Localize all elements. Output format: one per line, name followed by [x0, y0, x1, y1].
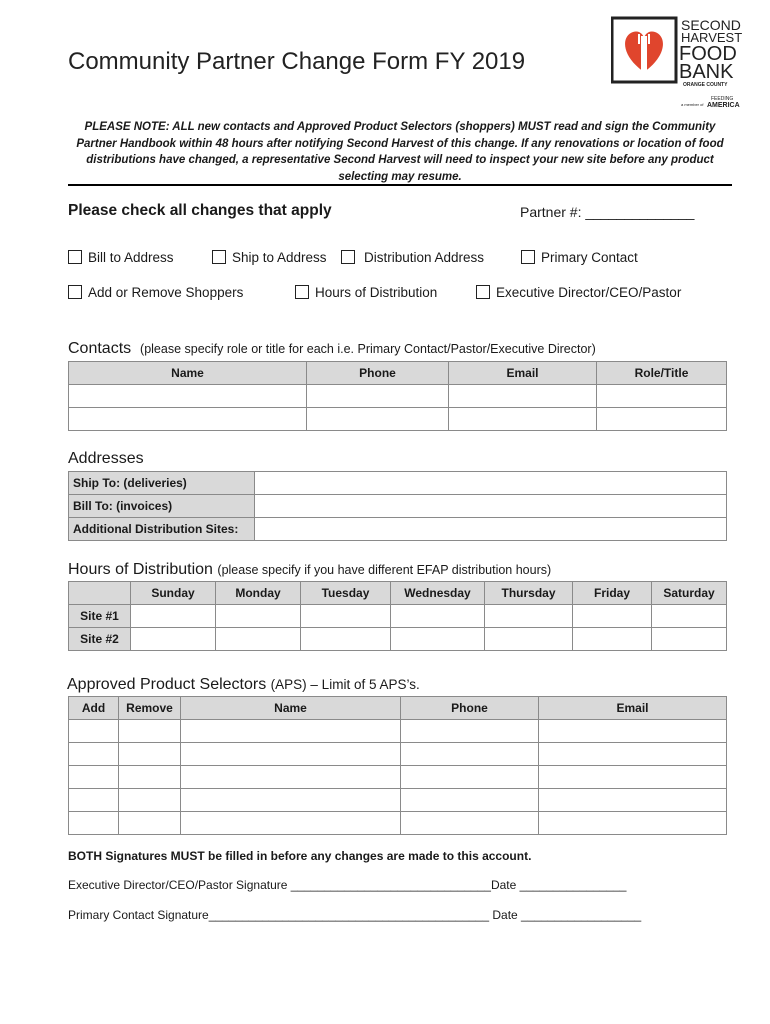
checkbox-add-remove-shoppers[interactable]: Add or Remove Shoppers — [68, 285, 243, 300]
checkbox-bill-to-address[interactable]: Bill to Address — [68, 250, 174, 265]
table-row — [69, 385, 727, 408]
column-header: Sunday — [131, 582, 216, 605]
addresses-table — [68, 471, 727, 541]
row-label: Site #2 — [69, 628, 131, 651]
svg-text:FEEDING: FEEDING — [711, 96, 734, 102]
table-cell[interactable] — [131, 605, 216, 628]
row-label: Additional Distribution Sites: — [69, 518, 255, 541]
svg-text:AMERICA: AMERICA — [707, 102, 740, 109]
table-cell[interactable] — [181, 766, 401, 789]
table-cell[interactable] — [119, 720, 181, 743]
table-cell[interactable] — [131, 628, 216, 651]
column-header: Name — [69, 362, 307, 385]
table-cell[interactable] — [449, 385, 597, 408]
row-label: Site #1 — [69, 605, 131, 628]
table-cell[interactable] — [539, 720, 727, 743]
column-header: Email — [539, 697, 727, 720]
column-header: Tuesday — [301, 582, 391, 605]
changes-heading: Please check all changes that apply — [68, 202, 332, 219]
table-cell[interactable] — [307, 385, 449, 408]
table-cell[interactable] — [391, 628, 485, 651]
column-header: Add — [69, 697, 119, 720]
table-cell[interactable] — [255, 495, 727, 518]
table-cell[interactable] — [181, 812, 401, 835]
table-cell[interactable] — [597, 385, 727, 408]
row-label: Bill To: (invoices) — [69, 495, 255, 518]
column-header: Role/Title — [597, 362, 727, 385]
checkbox-hours-of-distribution[interactable]: Hours of Distribution — [295, 285, 437, 300]
column-header: Name — [181, 697, 401, 720]
table-cell[interactable] — [573, 605, 652, 628]
checkbox-distribution-address[interactable]: Distribution Address — [341, 250, 484, 265]
column-header: Email — [449, 362, 597, 385]
table-row — [69, 495, 727, 518]
table-row — [69, 605, 727, 628]
table-cell[interactable] — [181, 720, 401, 743]
column-header: Phone — [401, 697, 539, 720]
contacts-heading: Contacts (please specify role or title for each i.e. Primary Contact/Pastor/Executive Director) — [68, 340, 596, 357]
food-bank-logo — [611, 14, 746, 110]
column-header: Remove — [119, 697, 181, 720]
table-cell[interactable] — [69, 743, 119, 766]
table-cell[interactable] — [401, 720, 539, 743]
table-cell[interactable] — [597, 408, 727, 431]
table-row — [69, 812, 727, 835]
checkbox-primary-contact[interactable]: Primary Contact — [521, 250, 638, 265]
table-cell[interactable] — [119, 812, 181, 835]
table-cell[interactable] — [119, 766, 181, 789]
table-cell[interactable] — [401, 743, 539, 766]
table-cell[interactable] — [449, 408, 597, 431]
svg-text:SECOND: SECOND — [681, 17, 741, 33]
table-cell[interactable] — [307, 408, 449, 431]
hours-heading: Hours of Distribution (please specify if you have different EFAP distribution hours) — [68, 561, 552, 578]
table-cell[interactable] — [485, 605, 573, 628]
table-cell[interactable] — [181, 789, 401, 812]
table-cell[interactable] — [69, 720, 119, 743]
checkbox-box[interactable] — [476, 285, 490, 299]
column-header: Friday — [573, 582, 652, 605]
hours-table — [68, 581, 727, 651]
checkbox-executive-director[interactable]: Executive Director/CEO/Pastor — [476, 285, 681, 300]
table-cell[interactable] — [301, 628, 391, 651]
table-row — [69, 472, 727, 495]
table-cell[interactable] — [216, 628, 301, 651]
table-cell[interactable] — [539, 766, 727, 789]
column-header — [69, 582, 131, 605]
column-header: Phone — [307, 362, 449, 385]
partner-number-field[interactable]: Partner #: ______________ — [520, 204, 695, 220]
divider — [68, 184, 732, 186]
primary-contact-signature-line[interactable]: Primary Contact Signature__________________________________________ Date __________________ — [68, 908, 642, 922]
table-cell[interactable] — [652, 605, 727, 628]
svg-text:a member of: a member of — [681, 102, 704, 107]
table-row — [69, 628, 727, 651]
checkbox-box[interactable] — [212, 250, 226, 264]
svg-text:HARVEST: HARVEST — [681, 30, 743, 45]
table-header-row — [69, 582, 727, 605]
checkbox-box[interactable] — [521, 250, 535, 264]
svg-text:FOOD: FOOD — [679, 43, 737, 65]
checkbox-box[interactable] — [68, 285, 82, 299]
checkbox-box[interactable] — [341, 250, 355, 264]
notice-text: PLEASE NOTE: ALL new contacts and Approved Product Selectors (shoppers) MUST read and sign the Community Partner Handbook within 48 hours after notifying Second Harvest of this change. If any renovations or location of food distributions have changed, a representative Second Harvest will need to inspect your new site before any product selecting may resume. — [76, 121, 724, 183]
row-label: Ship To: (deliveries) — [69, 472, 255, 495]
aps-table — [68, 696, 727, 835]
column-header: Saturday — [652, 582, 727, 605]
table-cell[interactable] — [652, 628, 727, 651]
table-cell[interactable] — [401, 789, 539, 812]
table-cell[interactable] — [401, 766, 539, 789]
table-row — [69, 766, 727, 789]
table-cell[interactable] — [539, 789, 727, 812]
page-title: Community Partner Change Form FY 2019 — [68, 48, 526, 75]
aps-heading: Approved Product Selectors (APS) – Limit of 5 APS’s. — [67, 676, 420, 693]
column-header: Wednesday — [391, 582, 485, 605]
table-cell[interactable] — [573, 628, 652, 651]
svg-text:ORANGE COUNTY: ORANGE COUNTY — [683, 82, 728, 88]
table-cell[interactable] — [216, 605, 301, 628]
column-header: Thursday — [485, 582, 573, 605]
table-cell[interactable] — [539, 743, 727, 766]
table-cell[interactable] — [255, 518, 727, 541]
table-row — [69, 743, 727, 766]
executive-signature-line[interactable]: Executive Director/CEO/Pastor Signature ______________________________Date ________________ — [68, 878, 627, 892]
column-header: Monday — [216, 582, 301, 605]
checkbox-ship-to-address[interactable]: Ship to Address — [212, 250, 327, 265]
svg-text:BANK: BANK — [679, 61, 734, 83]
table-cell[interactable] — [539, 812, 727, 835]
table-cell[interactable] — [69, 812, 119, 835]
table-row — [69, 720, 727, 743]
contacts-table — [68, 361, 727, 431]
addresses-heading: Addresses — [68, 450, 144, 467]
table-cell[interactable] — [181, 743, 401, 766]
table-cell[interactable] — [69, 766, 119, 789]
table-cell[interactable] — [485, 628, 573, 651]
checkbox-box[interactable] — [295, 285, 309, 299]
table-cell[interactable] — [255, 472, 727, 495]
table-cell[interactable] — [69, 789, 119, 812]
table-cell[interactable] — [119, 789, 181, 812]
table-row — [69, 518, 727, 541]
signatures-note: BOTH Signatures MUST be filled in before any changes are made to this account. — [68, 849, 532, 863]
table-cell[interactable] — [301, 605, 391, 628]
table-row — [69, 789, 727, 812]
table-cell[interactable] — [119, 743, 181, 766]
table-cell[interactable] — [391, 605, 485, 628]
table-cell[interactable] — [69, 385, 307, 408]
table-header-row — [69, 362, 727, 385]
table-cell[interactable] — [401, 812, 539, 835]
table-cell[interactable] — [69, 408, 307, 431]
checkbox-box[interactable] — [68, 250, 82, 264]
table-header-row — [69, 697, 727, 720]
table-row — [69, 408, 727, 431]
